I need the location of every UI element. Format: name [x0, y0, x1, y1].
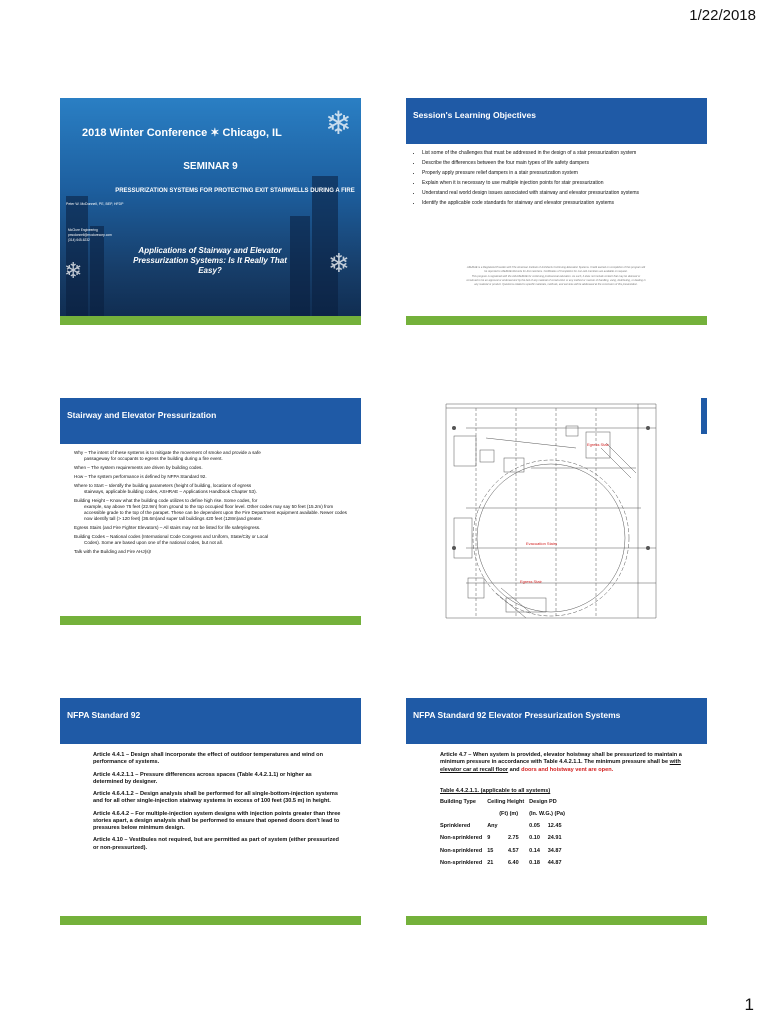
- list-item: Where to Start – Identify the building parameters (height of building, locations of egress stairways, applicable building codes, ASHRAE – Applications Handbook Chapter 53).: [74, 482, 257, 494]
- slide-body: [60, 744, 361, 852]
- slide-stairway-pressurization: [60, 398, 361, 625]
- list-item: • Describe the differences between the four main types of life safety dampers: [422, 160, 707, 166]
- slide-elevator-pressurization: [406, 698, 707, 925]
- slide-title: [60, 98, 361, 325]
- list-item: Talk with the Building and Fire AHJ(s)!: [74, 548, 152, 554]
- presenter-name: Peter W. McDonnell, PE, BEP, HFDP: [66, 202, 124, 206]
- table-row: Non-sprinklered 15 4.57 0.14 34.87: [440, 847, 562, 854]
- page-number: 1: [744, 995, 754, 1014]
- list-item: Article 4.4.1 – Design shall incorporate the effect of outdoor temperatures and wind on performance of systems.: [93, 752, 324, 766]
- objectives-list: [406, 150, 707, 206]
- slide-title: Session's Learning Objectives: [406, 98, 707, 144]
- list-item: Building Height – Know what the building code utilizes to define high rise. Some codes, for example, say above 75 feet (22.9m) from ground to the top occupied floor level. Other codes may say 50 feet (15.2m) from accessible grade to the top of the parapet. These can be dependent upon the Fire Department equipment available. Newer codes now identify tall (> 120 feet) (36.6m)and super tall buildings 420 feet (128m)and greater.: [74, 497, 347, 521]
- slide-footer-bar: [60, 316, 361, 325]
- slide-footer-bar: [60, 616, 361, 625]
- slide-title: NFPA Standard 92: [60, 698, 361, 744]
- table-row: Non-sprinklered 9 2.75 0.10 24.91: [440, 835, 562, 842]
- seminar-subtitle: PRESSURIZATION SYSTEMS FOR PROTECTING EXIT STAIRWELLS DURING A FIRE: [115, 188, 355, 194]
- slide-nfpa-92: [60, 698, 361, 925]
- conference-title: 2018 Winter Conference ✶ Chicago, IL: [82, 127, 282, 139]
- list-item: Building Codes – National codes (International Code Congress and Uniform, State/City or Local Codes). Some are based upon one of the national codes, but not all.: [74, 533, 269, 545]
- list-item: • Identify the applicable code standards for stairway and elevator pressurization systems: [422, 200, 707, 206]
- snowflake-icon: ❄: [328, 248, 350, 278]
- stair-label: Egress Stair: [520, 579, 542, 584]
- list-item: • Explain when it is necessary to use multiple injection points for stair pressurization: [422, 180, 707, 186]
- slide-footer-bar: [406, 916, 707, 925]
- slide-body: [406, 744, 707, 871]
- slide-title: Stairway and Elevator Pressurization: [60, 398, 361, 444]
- table-header-row: Building Type Ceiling Height Design PD: [440, 799, 557, 806]
- list-item: How – The system performance is defined by NFPA Standard 92.: [74, 473, 207, 479]
- floor-plan-drawing: [406, 398, 707, 625]
- list-item: • Understand real world design issues associated with stairway and elevator pressurization systems: [422, 190, 707, 196]
- slide-title: NFPA Standard 92 Elevator Pressurization Systems: [406, 698, 707, 744]
- slide-floor-plan: [406, 398, 707, 625]
- list-item: Article 4.4.2.1.1 – Pressure differences across spaces (Table 4.4.2.1.1) or higher as determined by designer.: [93, 771, 312, 785]
- page-date: 1/22/2018: [689, 7, 756, 24]
- list-item: Egress Stairs (and Fire Fighter Elevators) – All stairs may not be listed for life safety/egress.: [74, 524, 261, 530]
- list-item: • Properly apply pressure relief dampers in a stair pressurization system: [422, 170, 707, 176]
- presenter-company: McClure Engineering pmcdonnell@mcclurecorp.com (314) 645-6232: [68, 228, 112, 242]
- snowflake-icon: ❄: [325, 105, 352, 141]
- list-item: • List some of the challenges that must be addressed in the design of a stair pressurization system: [422, 150, 707, 156]
- seminar-title: SEMINAR 9: [183, 161, 238, 172]
- table-row: Non-sprinklered 21 6.40 0.18 44.87: [440, 859, 562, 866]
- list-item: When – The system requirements are driven by building codes.: [74, 464, 203, 470]
- slide-learning-objectives: [406, 98, 707, 325]
- list-item: Article 4.10 – Vestibules not required, but are permitted as part of system (either pressurized or non-pressurized).: [93, 837, 339, 851]
- slide-footer-bar: [406, 316, 707, 325]
- application-title: Applications of Stairway and Elevator Pressurization Systems: Is It Really That Easy?: [133, 246, 287, 275]
- list-item: Article 4.6.4.2 – For multiple-injection system designs with injection points greater than three stories apart, a design analysis shall be performed to ensure that opened doors don't lead to pressures below minimum design.: [93, 810, 341, 832]
- table-row: Sprinklered Any 0.05 12.45: [440, 823, 562, 830]
- stair-label: Evacuation Stairs: [526, 541, 558, 546]
- list-item: Why – The intent of these systems is to mitigate the movement of smoke and provide a safe passageway for occupants to egress the building during a fire event.: [74, 450, 261, 461]
- slide-footer-bar: [60, 916, 361, 925]
- table-units-row: (Ft) (m) (In. W.G.) (Pa): [499, 811, 565, 818]
- article-text: Article 4.7 – When system is provided, elevator hoistway shall be pressurized to maintain a minimum pressure in accordance with Table 4.4.2.1.1. The minimum pressure shall be with elevator car at recall floor and doors and hoistway vent are open.: [440, 752, 682, 773]
- pressure-table: [440, 798, 570, 871]
- snowflake-icon: ❄: [64, 258, 83, 283]
- table-caption: Table 4.4.2.1.1. (applicable to all systems): [440, 787, 551, 794]
- stair-label: Egress Stair: [587, 442, 609, 447]
- slide-body: [60, 444, 361, 555]
- aia-disclaimer: ASHRAE is a Registered Provider with The American Institute of Architects Continuing Education Systems. Credit earned on completion of this program will be reported to ASHRAE Records for AIA members. Certificates of Completion for non-AIA members are available on request. This program is registered with the AIA/ASHRAE for continuing professional education. As such, it does not include content that may be deemed or construed to be an approval or endorsement by the AIA of any material of construction or any method or manner of handling, using, distributing, or dealing in any material or product. Questions related to specific materials, methods, and services will be addressed at the conclusion of this presentation.: [466, 266, 646, 286]
- list-item: Article 4.6.4.1.2 – Design analysis shall be performed for all single-bottom-injection systems and for all other single-injection stairway systems in excess of 100 feet (30.5 m) in height.: [93, 791, 338, 805]
